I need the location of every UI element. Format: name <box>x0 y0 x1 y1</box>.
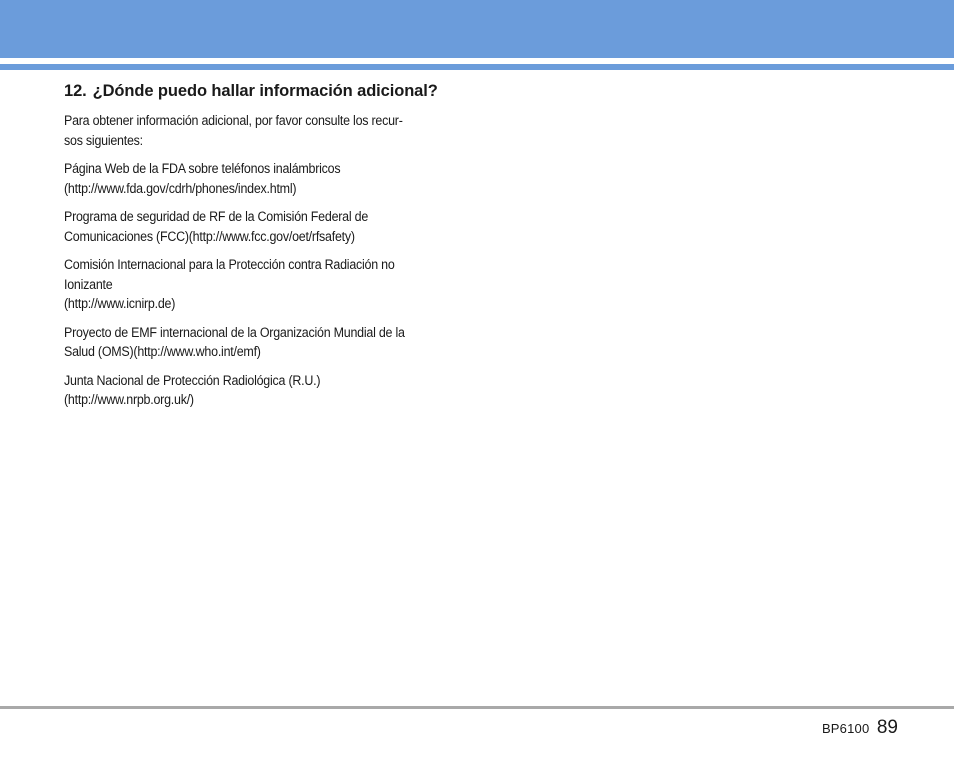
page-content <box>64 80 464 419</box>
resource-name: Comisión Internacional para la Protección contra Radiación no <box>64 257 395 272</box>
header-band <box>0 0 954 58</box>
resource-fda <box>64 159 464 198</box>
page-number: 89 <box>876 717 898 738</box>
header-rule <box>0 64 954 70</box>
resource-url: (http://www.nrpb.org.uk/) <box>64 392 194 407</box>
resource-name: Proyecto de EMF internacional de la Organización Mundial de la <box>64 324 405 340</box>
resource-fcc <box>64 207 464 246</box>
section-number: 12. <box>64 82 87 100</box>
resource-url: (http://www.fda.gov/cdrh/phones/index.html) <box>64 180 297 196</box>
resource-who <box>64 323 464 362</box>
paragraph-intro <box>64 111 464 150</box>
resource-nrpb <box>64 371 464 410</box>
page-footer <box>822 717 898 739</box>
resource-name-url: Comunicaciones (FCC)(http://www.fcc.gov/oet/rfsafety) <box>64 228 355 244</box>
resource-name: Ionizante <box>64 276 113 292</box>
footer-rule <box>0 706 954 709</box>
model-name: BP6100 <box>821 721 870 736</box>
section-heading <box>64 80 464 102</box>
resource-name: Página Web de la FDA sobre teléfonos inalámbricos <box>64 161 341 176</box>
resource-icnirp <box>64 255 464 314</box>
section-title: ¿Dónde puedo hallar información adicional? <box>92 82 438 100</box>
text-line: sos siguientes: <box>64 132 143 148</box>
resource-url: (http://www.icnirp.de) <box>64 296 176 311</box>
text-line: Para obtener información adicional, por favor consulte los recur- <box>64 113 403 128</box>
resource-name: Junta Nacional de Protección Radiológica (R.U.) <box>64 372 321 388</box>
resource-name-url: Salud (OMS)(http://www.who.int/emf) <box>64 344 261 359</box>
resource-name: Programa de seguridad de RF de la Comisión Federal de <box>64 209 369 224</box>
